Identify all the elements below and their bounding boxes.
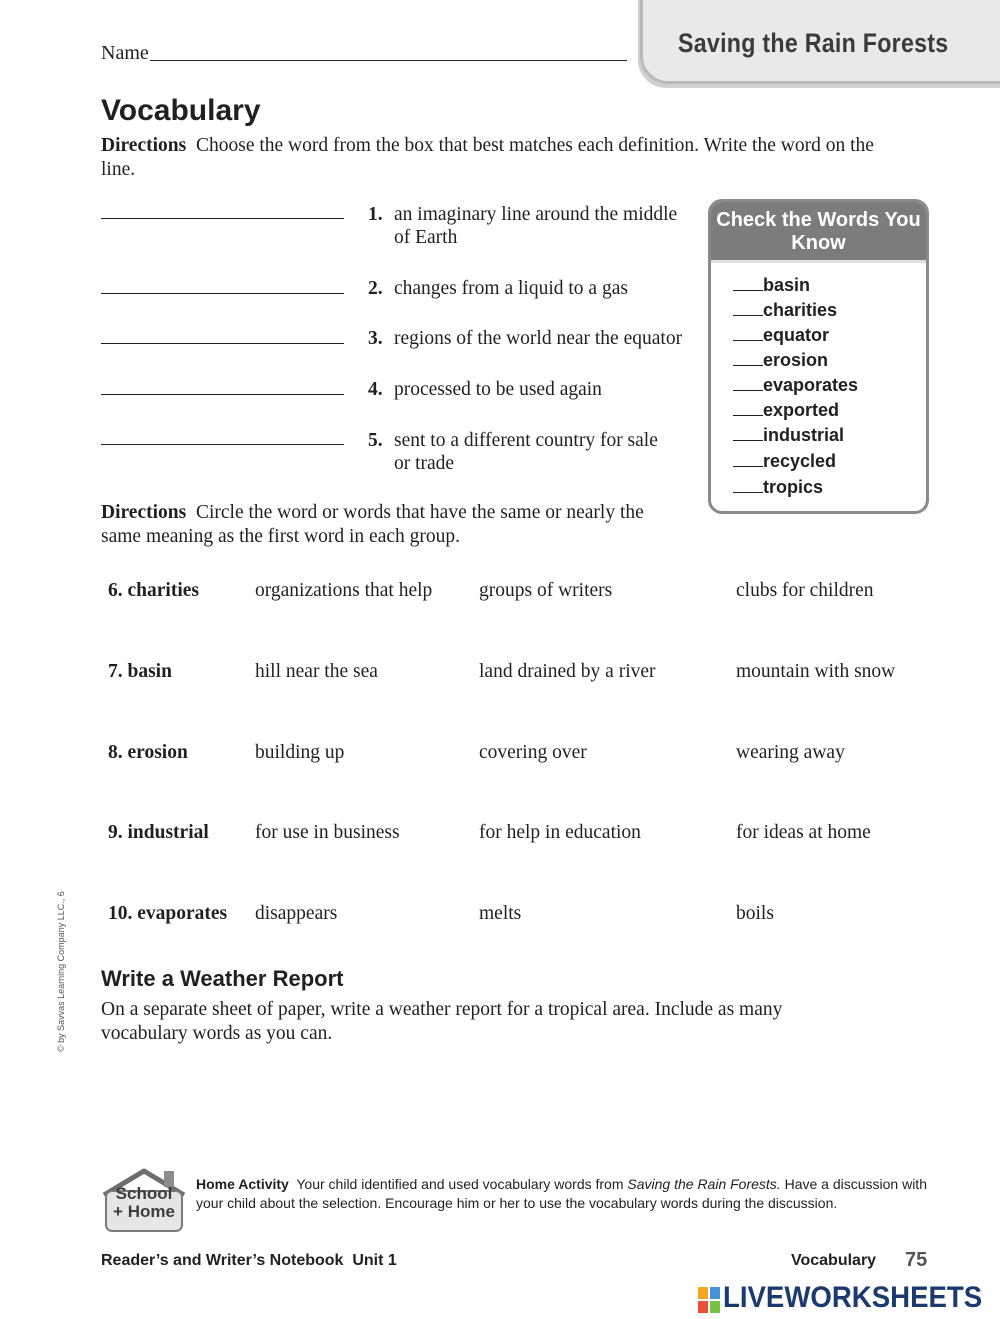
name-answer-line[interactable] (150, 60, 627, 61)
weather-text: On a separate sheet of paper, write a weather report for a tropical area. Include as many vocabulary words as you can. (101, 999, 783, 1044)
group-word: 8. erosion (108, 742, 188, 763)
word-box (708, 199, 929, 514)
synonym-group (0, 742, 1000, 768)
definition-number: 5. (368, 430, 383, 451)
checkbox-blank[interactable] (733, 326, 763, 341)
word-label: tropics (763, 477, 824, 497)
choice-a[interactable]: for use in business (255, 822, 400, 843)
checkbox-blank[interactable] (733, 376, 763, 391)
choice-a[interactable]: hill near the sea (255, 661, 378, 682)
checkbox-blank[interactable] (733, 452, 763, 467)
definition-number: 3. (368, 328, 383, 349)
checkbox-blank[interactable] (733, 276, 763, 291)
definition-number: 2. (368, 278, 383, 299)
word-box-item[interactable] (733, 275, 810, 296)
home-activity-book-title: Saving the Rain Forests. (627, 1176, 781, 1192)
word-box-item[interactable] (733, 350, 828, 371)
word-label: recycled (763, 451, 837, 471)
synonym-group (0, 580, 1000, 606)
logo-line-1: School (115, 1184, 173, 1203)
home-activity (196, 1175, 936, 1212)
synonym-group (0, 661, 1000, 687)
definition-item (368, 429, 678, 475)
word-label: equator (763, 325, 830, 345)
definition-text: processed to be used again (394, 379, 602, 400)
definition-text: sent to a different country for sale or trade (394, 430, 658, 474)
checkbox-blank[interactable] (733, 351, 763, 366)
synonym-group (0, 822, 1000, 848)
home-activity-text-1: Your child identified and used vocabulary words from (296, 1176, 624, 1192)
group-word: 7. basin (108, 661, 172, 682)
checkbox-blank[interactable] (733, 426, 763, 441)
choice-b[interactable]: for help in education (479, 822, 641, 843)
word-label: industrial (763, 425, 845, 445)
word-label: erosion (763, 350, 829, 370)
word-box-header (711, 202, 926, 263)
liveworksheets-logo-icon (698, 1287, 720, 1313)
choice-b[interactable]: groups of writers (479, 580, 613, 601)
definition-item (368, 378, 698, 401)
group-word: 10. evaporates (108, 903, 228, 924)
choice-c[interactable]: clubs for children (736, 580, 874, 601)
choice-b[interactable]: melts (479, 903, 522, 924)
school-home-logo (98, 1165, 190, 1237)
directions-label: Directions (101, 135, 187, 156)
vocabulary-heading: Vocabulary (101, 94, 261, 127)
word-box-item[interactable] (733, 375, 858, 396)
definition-item (368, 203, 698, 249)
checkbox-blank[interactable] (733, 401, 763, 416)
group-word: 6. charities (108, 580, 199, 601)
word-label: basin (763, 275, 811, 295)
choice-c[interactable]: for ideas at home (736, 822, 871, 843)
word-box-item[interactable] (733, 300, 837, 321)
choice-b[interactable]: covering over (479, 742, 587, 763)
directions-2 (101, 501, 661, 549)
answer-line-3[interactable] (101, 343, 344, 344)
choice-a[interactable]: disappears (255, 903, 338, 924)
directions-text: Circle the word or words that have the same or nearly the same meaning as the first word in each group. (101, 502, 644, 547)
definition-text: changes from a liquid to a gas (394, 278, 628, 299)
choice-c[interactable]: boils (736, 903, 774, 924)
definition-item (368, 277, 698, 300)
name-label: Name (101, 42, 149, 64)
home-activity-text-2: Have a discussion with your child about the selection. Encourage him or her to use the vocabulary words during the discussion. (196, 1176, 927, 1211)
page-number: 75 (905, 1249, 928, 1271)
word-label: charities (763, 300, 838, 320)
word-label: evaporates (763, 375, 859, 395)
choice-c[interactable]: wearing away (736, 742, 845, 763)
choice-a[interactable]: building up (255, 742, 345, 763)
word-box-item[interactable] (733, 400, 839, 421)
word-box-title: Check the Words You Know (716, 209, 921, 254)
answer-line-2[interactable] (101, 293, 344, 294)
directions-label: Directions (101, 502, 187, 523)
logo-line-2: + Home (113, 1202, 175, 1221)
definition-number: 1. (368, 204, 383, 225)
word-label: exported (763, 400, 840, 420)
choice-a[interactable]: organizations that help (255, 580, 433, 601)
weather-heading: Write a Weather Report (101, 966, 344, 991)
word-box-item[interactable] (733, 325, 829, 346)
directions-1 (101, 134, 891, 182)
answer-line-4[interactable] (101, 394, 344, 395)
answer-line-1[interactable] (101, 218, 344, 219)
home-activity-label: Home Activity (196, 1176, 289, 1192)
word-box-item[interactable] (733, 451, 836, 472)
word-box-item[interactable] (733, 425, 844, 446)
directions-text: Choose the word from the box that best matches each definition. Write the word on the line. (101, 135, 874, 180)
group-word: 9. industrial (108, 822, 209, 843)
worksheet-title: Saving the Rain Forests (678, 28, 949, 58)
answer-line-5[interactable] (101, 444, 344, 445)
word-box-item[interactable] (733, 477, 823, 498)
definition-item (368, 327, 698, 350)
synonym-group (0, 903, 1000, 929)
definition-text: an imaginary line around the middle of Earth (394, 204, 678, 248)
definition-text: regions of the world near the equator (394, 328, 683, 349)
footer-section: Vocabulary (791, 1252, 877, 1269)
liveworksheets-watermark[interactable]: LIVEWORKSHEETS (723, 1281, 983, 1314)
footer-notebook: Reader’s and Writer’s Notebook Unit 1 (101, 1252, 397, 1269)
copyright-note: © by Savvas Learning Company LLC., 6 (56, 891, 66, 1052)
checkbox-blank[interactable] (733, 301, 763, 316)
choice-c[interactable]: mountain with snow (736, 661, 896, 682)
definition-number: 4. (368, 379, 383, 400)
checkbox-blank[interactable] (733, 478, 763, 493)
choice-b[interactable]: land drained by a river (479, 661, 656, 682)
